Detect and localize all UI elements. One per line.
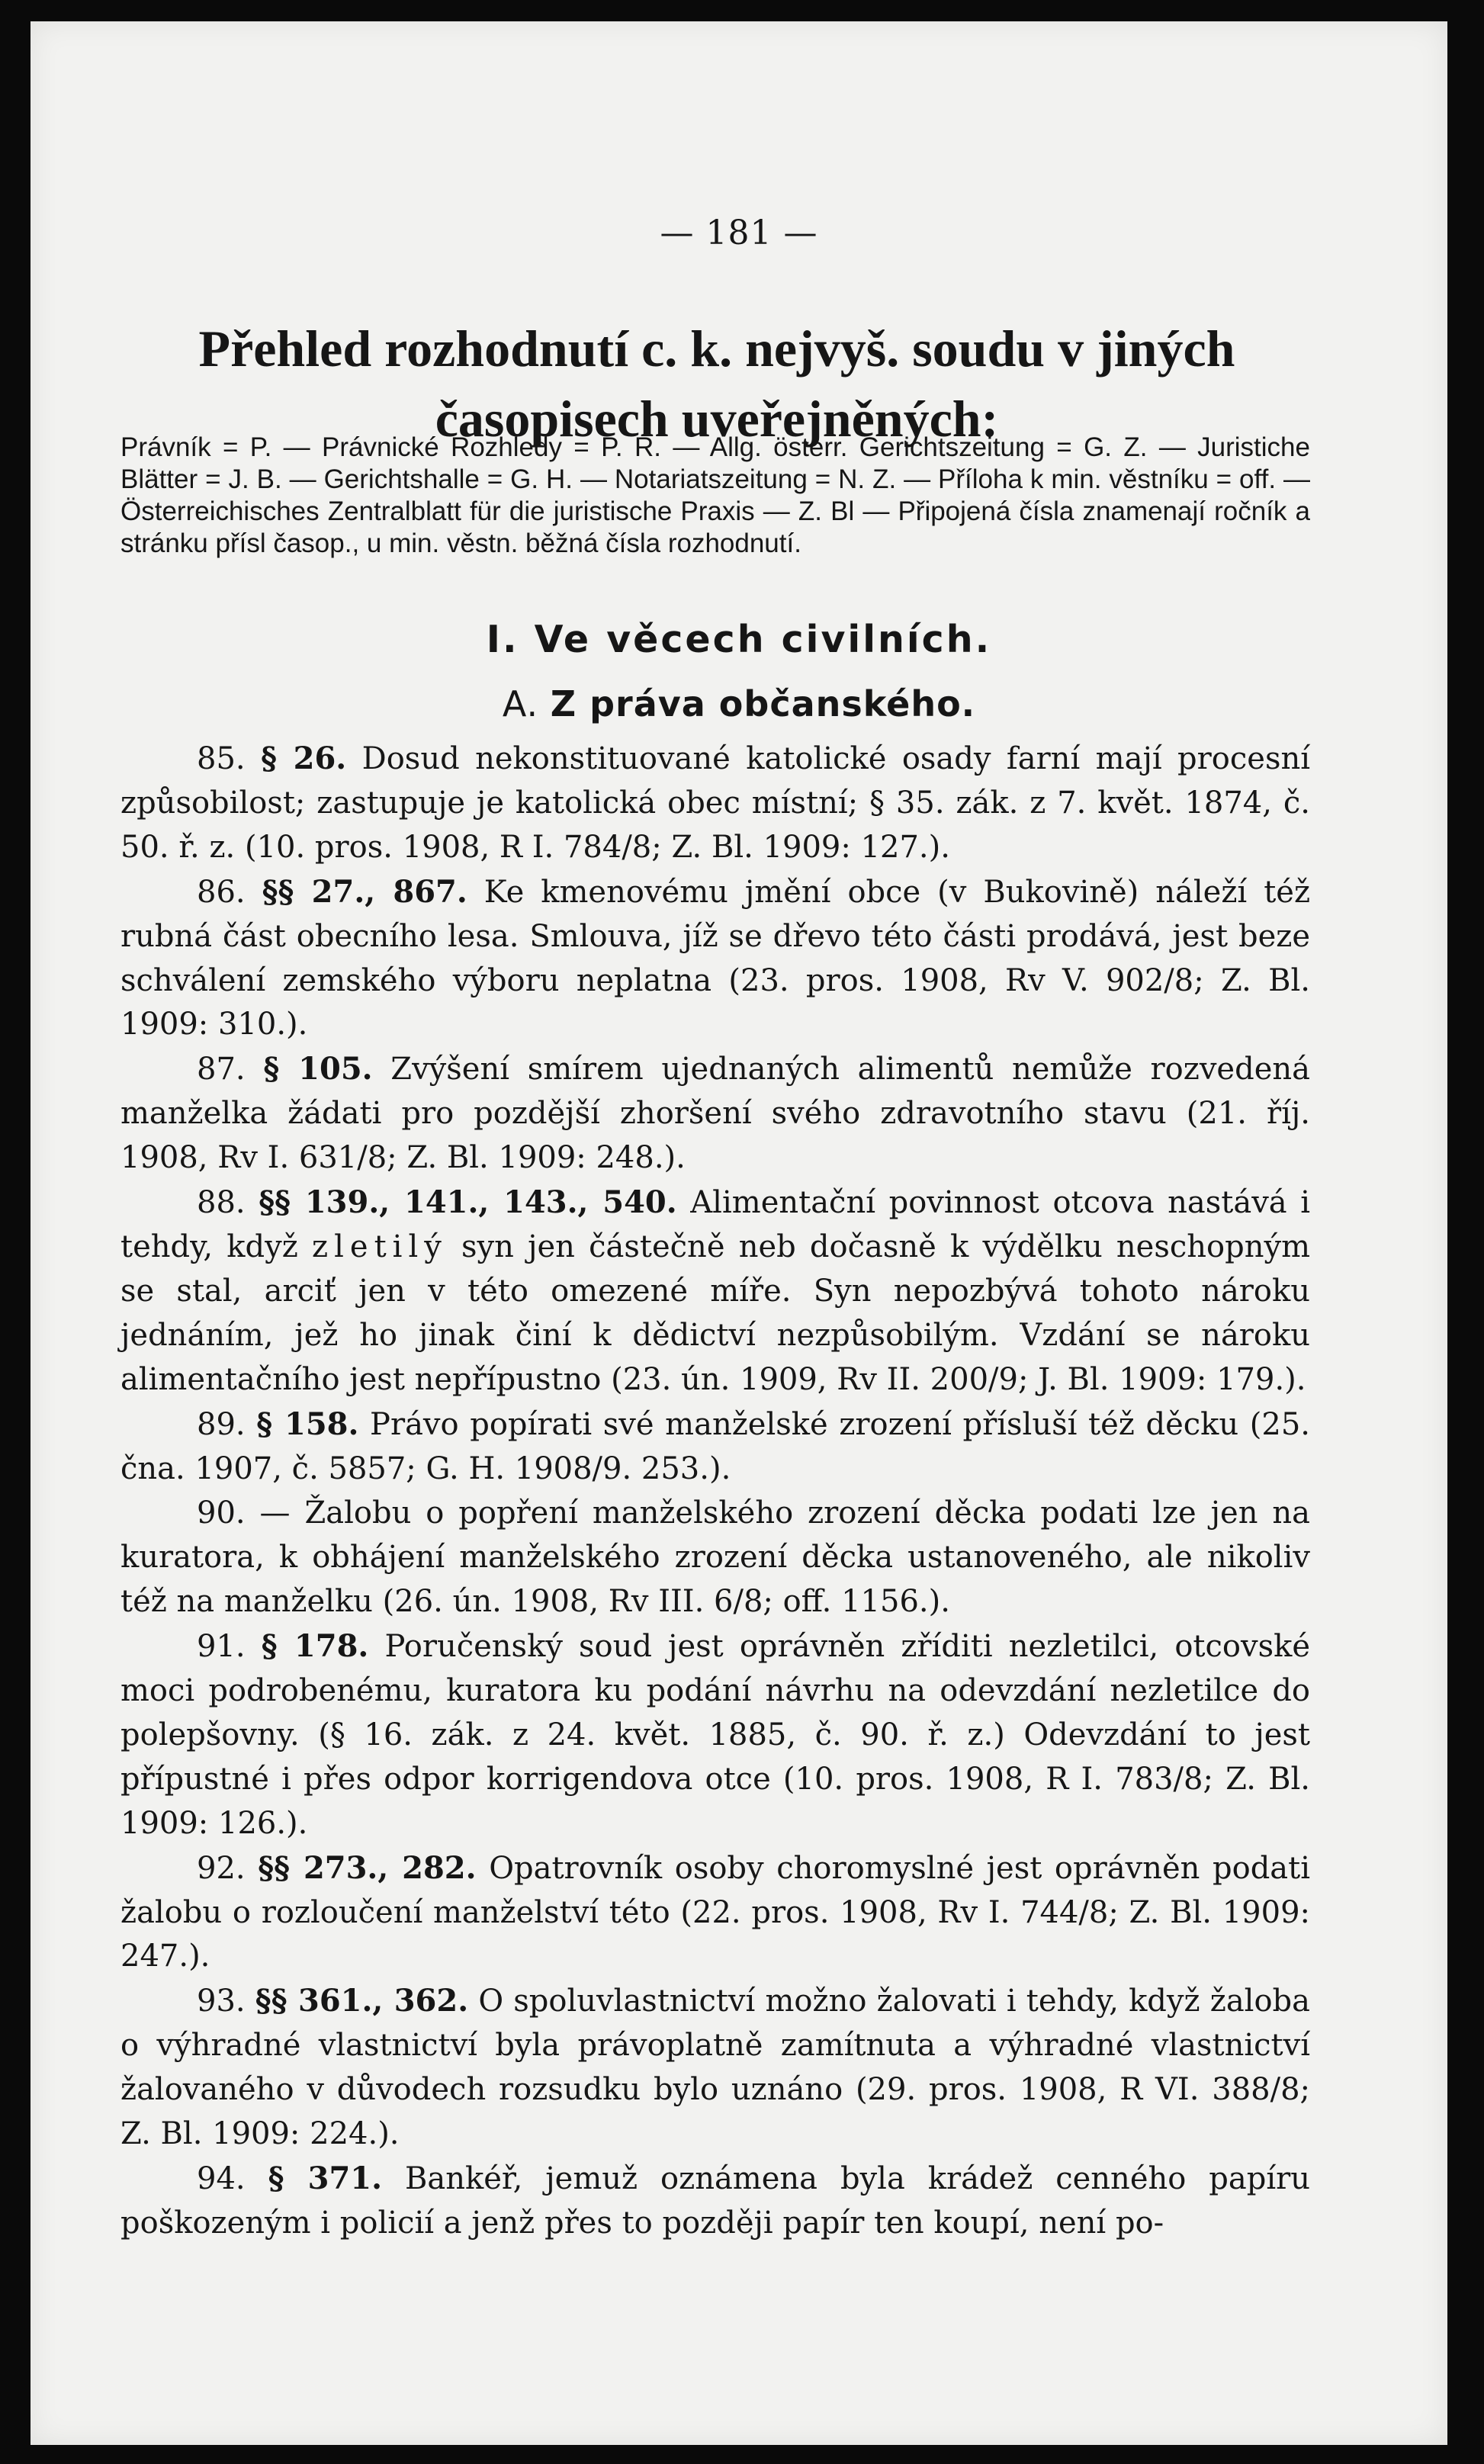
page-number: — 181 — (660, 214, 818, 252)
decision-entry-93 (120, 1979, 1310, 2157)
entry-number: 94. (197, 2161, 246, 2196)
entry-number: 88. (197, 1185, 246, 1221)
entry-number: 91. (197, 1629, 246, 1665)
entry-number: 85. (197, 741, 246, 776)
entry-text: — Žalobu o popření manželského zrození děcka podati lze jen na kuratora, k obhájení manželského zrození děcka ustanoveného, ale nikoliv též na manželku (26. ún. 1908, Rv III. 6/8; off. 1156.). (120, 1495, 1310, 1620)
section-heading: I. Ve věcech civilních. (486, 618, 992, 661)
entry-text: Dosud nekonstituované katolické osady farní mají procesní způsobilost; zastupuje je katolická obec místní; § 35. zák. z 7. květ. 1874, č. 50. ř. z. (10. pros. 1908, R I. 784/8; Z. Bl. 1909: 127.). (120, 741, 1311, 865)
decision-entry-88 (120, 1181, 1310, 1402)
paragraph-reference: §§ 27., 867. (262, 873, 467, 910)
paragraph-reference: § 371. (268, 2160, 383, 2196)
decision-entry-87 (120, 1047, 1310, 1181)
decision-entry-86 (120, 870, 1310, 1048)
entry-text: Opatrovník osoby choromyslné jest oprávněn podati žalobu o rozloučení manželství této (22. pros. 1908, Rv I. 744/8; Z. Bl. 1909: 247.). (120, 1850, 1311, 1974)
decision-entry-92 (120, 1846, 1310, 1980)
decision-entry-94 (120, 2157, 1310, 2246)
entry-number: 93. (197, 1984, 246, 2019)
entry-text: Právo popírati své manželské zrození přísluší též děcku (25. čna. 1907, č. 5857; G. H. 1908/9. 253.). (120, 1406, 1311, 1486)
decision-entry-90 (120, 1491, 1310, 1624)
entry-number: 86. (197, 874, 246, 910)
entry-text: Alimentační povinnost otcova nastává i tehdy, když (120, 1185, 1311, 1264)
entry-text: Poručenský soud jest oprávněn zříditi nezletilci, otcovské moci podrobenému, kuratora ku podání návrhu na odevzdání nezletilce do polepšovny. (§ 16. zák. z 24. květ. 1885, č. 90. ř. z.) Odevzdání to jest přípustné i přes odpor korrigendova otce (10. pros. 1908, R I. 783/8; Z. Bl. 1909: 126.). (120, 1629, 1311, 1841)
paragraph-reference: §§ 273., 282. (258, 1849, 477, 1886)
entry-number: 90. (197, 1495, 246, 1531)
entry-number: 92. (197, 1850, 246, 1886)
paragraph-reference: § 158. (256, 1405, 359, 1442)
subsection-letter: A. (502, 683, 539, 724)
emphasized-word: zletilý (312, 1229, 448, 1264)
decision-list (120, 737, 1310, 2246)
subsection-label: Z práva občanského. (550, 683, 976, 724)
entry-number: 89. (197, 1406, 246, 1442)
decision-entry-89 (120, 1402, 1310, 1492)
paragraph-reference: §§ 139., 141., 143., 540. (259, 1184, 677, 1221)
entry-text: Zvýšení smírem ujednaných alimentů nemůže rozvedená manželka žádati pro pozdější zhoršení svého zdravotního stavu (21. říj. 1908, Rv I. 631/8; Z. Bl. 1909: 248.). (120, 1052, 1310, 1176)
entry-number: 87. (197, 1052, 246, 1087)
paragraph-reference: §§ 361., 362. (255, 1983, 469, 2019)
paragraph-reference: § 105. (263, 1051, 373, 1087)
book-page (31, 21, 1447, 2445)
abbreviation-legend: Právník = P. — Právnické Rozhledy = P. R. — Allg. österr. Gerichtszeitung = G. Z. — Juristiche Blätter = J. B. — Gerichtshalle = G. H. — Notariatszeitung = N. Z. — Příloha k min. věstníku = off. — Österreichisches Zentralblatt für die juristische Praxis — Z. Bl — Připojená čísla znamenají ročník a stránku přísl časop., u min. věstn. běžná čísla rozhodnutí. (120, 432, 1310, 558)
paragraph-reference: § 26. (261, 740, 347, 776)
entry-text: O spoluvlastnictví možno žalovati i tehdy, když žaloba o výhradné vlastnictví byla právoplatně zamítnuta a výhradné vlastnictví žalovaného v důvodech rozsudku bylo uznáno (29. pros. 1908, R VI. 388/8; Z. Bl. 1909: 224.). (120, 1984, 1310, 2152)
title-line-1: Přehled rozhodnutí c. k. nejvyš. soudu v jiných (198, 320, 1235, 377)
decision-entry-91 (120, 1624, 1310, 1846)
title-line-2: časopisech uveřejněných: (435, 390, 999, 448)
paragraph-reference: § 178. (261, 1628, 369, 1665)
entry-text: Ke kmenovému jmění obce (v Bukovině) náleží též rubná část obecního lesa. Smlouva, jíž se dřevo této části prodává, jest beze schválení zemského výboru neplatna (23. pros. 1908, Rv V. 902/8; Z. Bl. 1909: 310.). (120, 874, 1311, 1042)
entry-text-continued: syn jen částečně neb dočasně k výdělku neschopným se stal, arciť jen v této omezené míře. Syn nepozbývá tohoto nároku jednáním, jež ho jinak činí k dědictví nezpůsobilým. Vzdání se nároku alimentačního jest nepřípustno (23. ún. 1909, Rv II. 200/9; J. Bl. 1909: 179.). (120, 1229, 1311, 1397)
decision-entry-85 (120, 737, 1310, 870)
entry-text: Bankéř, jemuž oznámena byla krádež cenného papíru poškozeným i policií a jenž přes to později papír ten koupí, není po- (120, 2161, 1310, 2241)
subsection-heading (31, 683, 1447, 724)
